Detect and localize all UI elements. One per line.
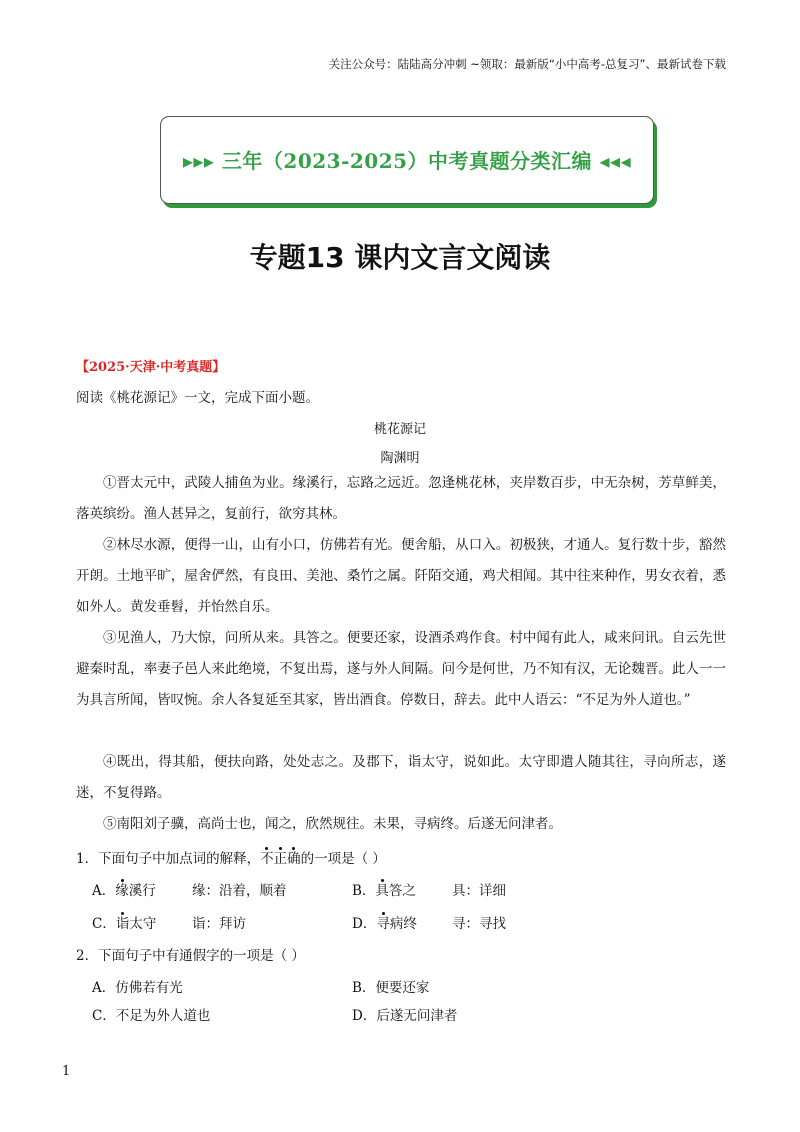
emphasis-char: 确 xyxy=(287,851,301,867)
question-2-stem: 2．下面句子中有通假字的一项是（ ） xyxy=(76,948,305,964)
q1-option-c[interactable] xyxy=(92,912,156,932)
q1-a-label: A． xyxy=(92,883,116,899)
q1-c-dotted: 诣 xyxy=(115,916,130,932)
q1-option-a[interactable] xyxy=(92,879,156,899)
q1-b-rest: 答之 xyxy=(388,883,416,899)
q1-stem-prefix: 1．下面句子中加点词的解释， xyxy=(76,851,261,867)
paragraph-1: ①晋太元中，武陵人捕鱼为业。缘溪行，忘路之远近。忽逢桃花林，夹岸数百步，中无杂树，芳草鲜美，落英缤纷。渔人甚异之，复前行，欲穷其林。 xyxy=(76,475,726,522)
q2-option-b[interactable]: B．便要还家 xyxy=(352,980,430,996)
paragraph-2: ②林尽水源，便得一山，山有小口，仿佛若有光。便舍船，从口入。初极狭，才通人。复行数十步，豁然开朗。土地平旷，屋舍俨然，有良田、美池、桑竹之属。阡陌交通，鸡犬相闻。其中往来种作，男女衣着，悉如外人。黄发垂髫，并怡然自乐。 xyxy=(76,537,726,615)
emphasis-char: 正 xyxy=(273,851,288,867)
paragraph-5: ⑤南阳刘子骥，高尚士也，闻之，欣然规往。未果，寻病终。后遂无问津者。 xyxy=(103,816,562,832)
q1-b-dotted: 具 xyxy=(375,883,389,899)
header-note: 关注公众号：陆陆高分冲刺 ~领取：最新版“小中高考-总复习”、最新试卷下载 xyxy=(328,57,726,71)
q1-a-gloss: 缘：沿着，顺着 xyxy=(192,883,287,899)
source-tag: 【2025·天津·中考真题】 xyxy=(76,360,226,375)
q1-a-dotted: 缘 xyxy=(115,883,129,899)
q1-option-d[interactable] xyxy=(352,912,417,932)
q2-option-d[interactable]: D．后遂无问津者 xyxy=(352,1008,458,1024)
paragraph-4: ④既出，得其船，便扶向路，处处志之。及郡下，诣太守，说如此。太守即遣人随其往，寻向所志，遂迷，不复得路。 xyxy=(76,754,726,801)
q2-option-c[interactable]: C．不足为外人道也 xyxy=(92,1008,211,1024)
q1-option-b[interactable] xyxy=(352,879,416,899)
q1-b-label: B． xyxy=(352,883,376,899)
banner-text: ▸▸▸ 三年（2023-2025）中考真题分类汇编 ◂◂◂ xyxy=(182,149,632,173)
q1-stem-suffix: 的一项是（ ） xyxy=(300,851,386,867)
passage-author: 陶渊明 xyxy=(380,451,420,466)
paragraph-3: ③见渔人，乃大惊，问所从来。具答之。便要还家，设酒杀鸡作食。村中闻有此人，咸来问讯。自云先世避秦时乱，率妻子邑人来此绝境，不复出焉，遂与外人间隔。问今是何世，乃不知有汉，无论魏晋。此人一一为具言所闻，皆叹惋。余人各复延至其家，皆出酒食。停数日，辞去。此中人语云：“不足为外人道也。” xyxy=(76,630,726,708)
q1-d-rest: 病终 xyxy=(389,916,417,932)
q2-option-a[interactable]: A．仿佛若有光 xyxy=(92,980,183,996)
q1-stem-emph xyxy=(260,851,301,867)
q1-d-label: D． xyxy=(352,916,377,932)
page-number: 1 xyxy=(62,1064,71,1079)
q1-a-rest: 溪行 xyxy=(128,883,156,899)
q1-d-dotted: 寻 xyxy=(376,916,390,932)
q1-emph-text xyxy=(260,851,301,867)
q1-c-label: C． xyxy=(92,916,116,932)
emphasis-char: 不 xyxy=(260,851,274,867)
q1-c-gloss: 诣：拜访 xyxy=(192,916,246,932)
page-title: 专题13 课内文言文阅读 xyxy=(249,241,551,274)
passage-title: 桃花源记 xyxy=(373,422,426,437)
intro-text: 阅读《桃花源记》一文，完成下面小题。 xyxy=(76,390,319,406)
q1-d-gloss: 寻：寻找 xyxy=(452,916,506,932)
question-1-stem xyxy=(76,847,386,867)
q1-c-rest: 太守 xyxy=(129,916,157,932)
series-banner xyxy=(160,116,654,204)
q1-b-gloss: 具：详细 xyxy=(452,883,506,899)
